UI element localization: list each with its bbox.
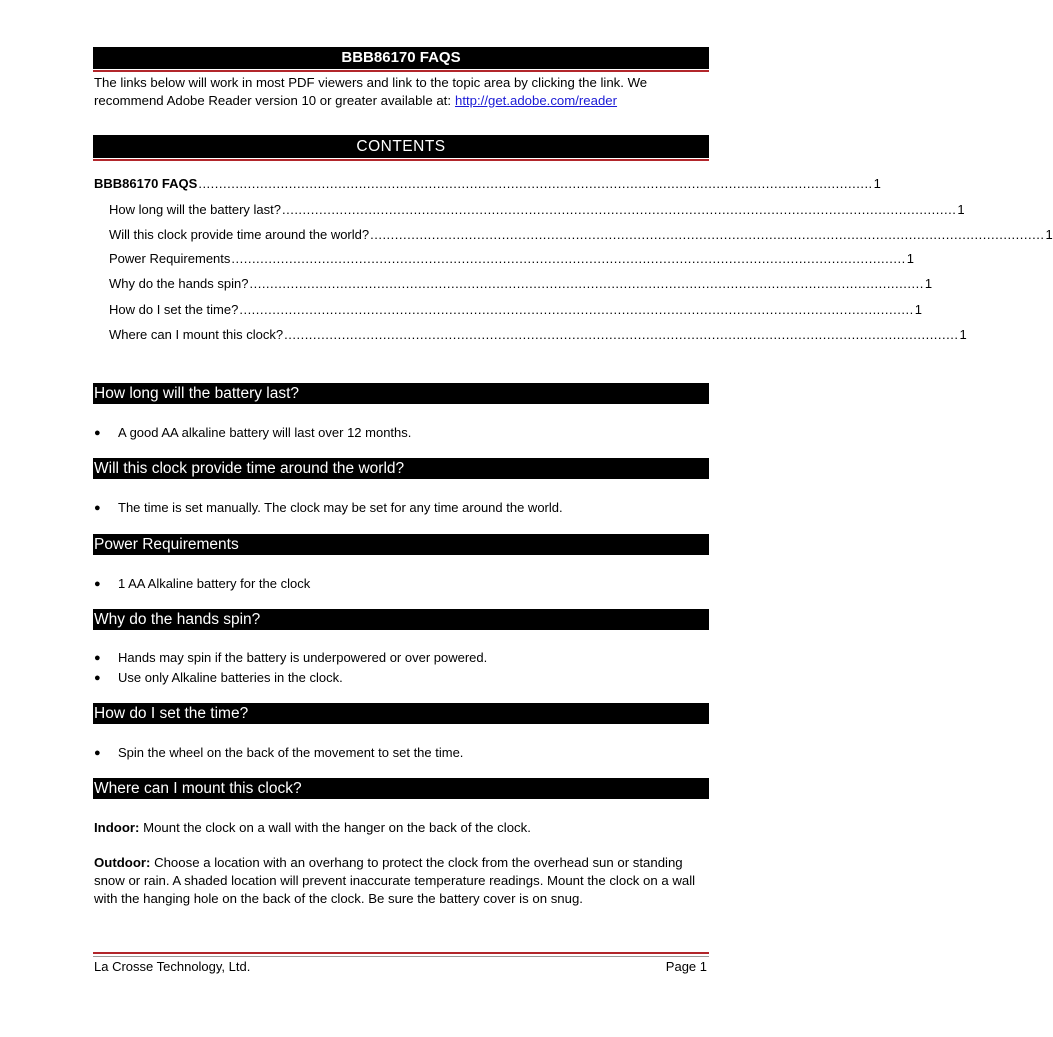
- toc-entry-title[interactable]: [94, 176, 881, 194]
- toc-page: 1: [1045, 227, 1053, 242]
- indoor-label: Indoor:: [94, 820, 140, 835]
- toc-label: How long will the battery last?: [109, 202, 281, 217]
- footer-company: La Crosse Technology, Ltd.: [94, 959, 251, 974]
- toc-leader: ....................................................................................................................................................................: [231, 251, 906, 266]
- indoor-text: Mount the clock on a wall with the hanger on the back of the clock.: [143, 820, 531, 835]
- bullet-text: Spin the wheel on the back of the movement to set the time.: [118, 745, 464, 760]
- toc-leader: ....................................................................................................................................................................: [281, 202, 957, 217]
- list-item: [94, 499, 563, 517]
- bullet-icon: ●: [94, 578, 101, 590]
- list-item: [94, 744, 463, 762]
- section-heading-set-time: How do I set the time?: [93, 703, 709, 724]
- toc-entry-power[interactable]: [109, 251, 914, 269]
- list-item: [94, 669, 343, 687]
- toc-label: Power Requirements: [109, 251, 231, 266]
- toc-label: Will this clock provide time around the world?: [109, 227, 370, 242]
- list-item: [94, 424, 411, 442]
- toc-entry-mount[interactable]: [109, 327, 967, 345]
- toc-leader: ....................................................................................................................................................................: [284, 327, 959, 342]
- toc-label: How do I set the time?: [109, 302, 239, 317]
- section-heading-world-time: Will this clock provide time around the world?: [93, 458, 709, 479]
- contents-heading: CONTENTS: [93, 135, 709, 158]
- bullet-text: 1 AA Alkaline battery for the clock: [118, 576, 311, 591]
- toc-label: Why do the hands spin?: [109, 276, 249, 291]
- section-heading-mount: Where can I mount this clock?: [93, 778, 709, 799]
- bullet-icon: ●: [94, 652, 101, 664]
- toc-entry-set-time[interactable]: [109, 302, 922, 320]
- bullet-icon: ●: [94, 672, 101, 684]
- outdoor-text: Choose a location with an overhang to protect the clock from the overhead sun or standing snow or rain. A shaded location will prevent inaccurate temperature readings. Mount the clock on a wall with the hanging hole on the back of the clock. Be sure the battery cover is on snug.: [94, 855, 696, 906]
- footer-page-number: Page 1: [665, 959, 707, 974]
- footer-divider-thin: [93, 956, 709, 957]
- list-item: [94, 649, 487, 667]
- toc-page: 1: [914, 302, 922, 317]
- bullet-text: A good AA alkaline battery will last over 12 months.: [118, 425, 412, 440]
- title-divider: [93, 70, 709, 72]
- bullet-text: The time is set manually. The clock may be set for any time around the world.: [118, 500, 563, 515]
- bullet-text: Hands may spin if the battery is underpowered or over powered.: [118, 650, 488, 665]
- toc-label: BBB86170 FAQS: [94, 176, 198, 191]
- toc-page: 1: [957, 202, 965, 217]
- toc-page: 1: [906, 251, 914, 266]
- list-item: [94, 575, 310, 593]
- toc-entry-hands-spin[interactable]: [109, 276, 933, 294]
- toc-leader: ....................................................................................................................................................................: [198, 176, 873, 191]
- footer-divider: [93, 952, 709, 954]
- intro-paragraph: [94, 74, 706, 110]
- intro-text: The links below will work in most PDF viewers and link to the topic area by clicking the link. We recommend Adobe Reader version 10 or greater available at:: [94, 75, 648, 108]
- section-heading-hands-spin: Why do the hands spin?: [93, 609, 709, 630]
- section-heading-power: Power Requirements: [93, 534, 709, 555]
- bullet-icon: ●: [94, 502, 101, 514]
- toc-leader: ....................................................................................................................................................................: [239, 302, 914, 317]
- indoor-paragraph: [94, 819, 706, 837]
- outdoor-paragraph: [94, 854, 706, 908]
- adobe-reader-link[interactable]: http://get.adobe.com/reader: [455, 93, 618, 108]
- bullet-icon: ●: [94, 747, 101, 759]
- toc-page: 1: [924, 276, 933, 291]
- toc-page: 1: [959, 327, 967, 342]
- toc-entry-battery[interactable]: [109, 202, 965, 220]
- bullet-text: Use only Alkaline batteries in the clock.: [118, 670, 343, 685]
- toc-entry-world-time[interactable]: [109, 227, 1053, 245]
- bullet-icon: ●: [94, 427, 101, 439]
- outdoor-label: Outdoor:: [94, 855, 151, 870]
- contents-divider: [93, 159, 709, 161]
- section-heading-battery: How long will the battery last?: [93, 383, 709, 404]
- page-title: BBB86170 FAQS: [93, 47, 709, 69]
- toc-page: 1: [873, 176, 881, 191]
- toc-label: Where can I mount this clock?: [109, 327, 284, 342]
- toc-leader: ....................................................................................................................................................................: [249, 276, 924, 291]
- toc-leader: ....................................................................................................................................................................: [370, 227, 1045, 242]
